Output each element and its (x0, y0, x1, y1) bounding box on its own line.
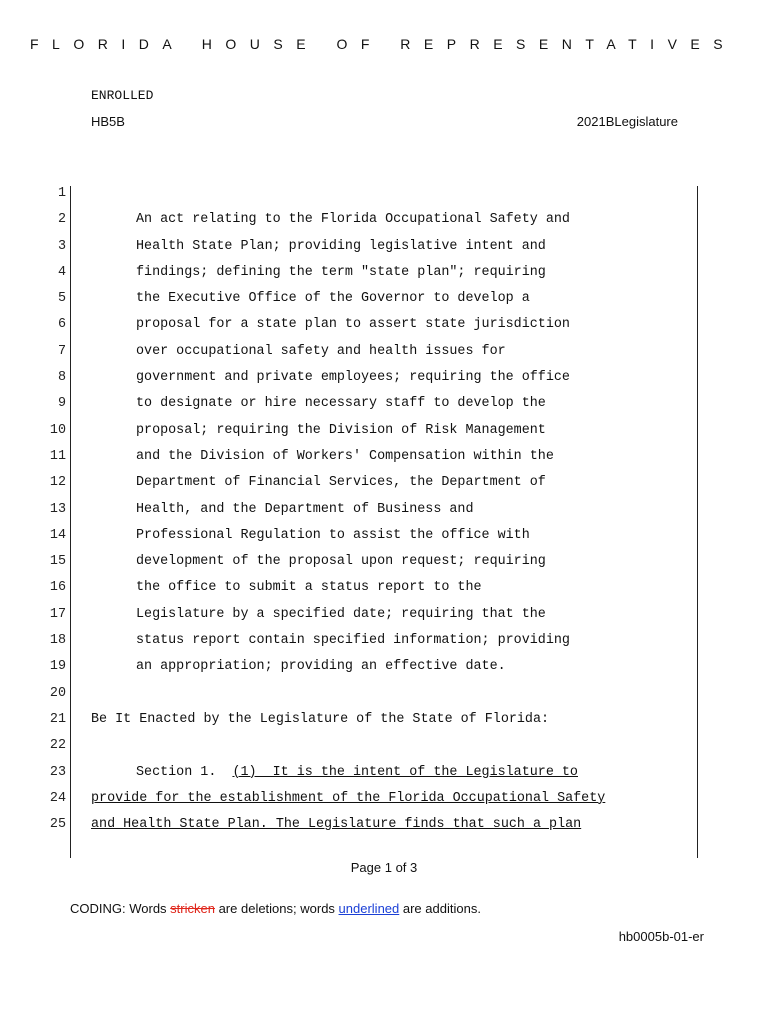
bill-line (20, 470, 720, 496)
line-plain-text: government and private employees; requiring the office (136, 370, 570, 386)
session-label: 2021BLegislature (576, 114, 678, 129)
line-number: 6 (57, 317, 66, 333)
chamber-header: FLORIDA HOUSE OF REPRESENTATIVES (30, 36, 737, 52)
line-plain-text: findings; defining the term "state plan"; requiring (136, 264, 546, 280)
line-number: 5 (57, 291, 66, 307)
bill-line (20, 444, 720, 470)
coding-legend (70, 901, 481, 916)
line-text (136, 391, 546, 417)
coding-mid: are deletions; words (214, 901, 339, 916)
line-plain-text: to designate or hire necessary staff to develop the (136, 396, 546, 412)
line-plain-text: and the Division of Workers' Compensation within the (136, 448, 554, 464)
bill-line (20, 418, 720, 444)
line-number: 9 (57, 396, 66, 412)
line-plain-text: Legislature by a specified date; requiring that the (136, 606, 546, 622)
bill-number: HB5B (91, 114, 125, 129)
line-added-text: provide for the establishment of the Florida Occupational Safety (91, 790, 606, 806)
line-number: 16 (49, 580, 66, 596)
line-plain-text: Professional Regulation to assist the office with (136, 527, 530, 543)
line-added-text: and Health State Plan. The Legislature finds that such a plan (91, 817, 582, 833)
line-number: 19 (49, 659, 66, 675)
line-plain-text: the office to submit a status report to the (136, 580, 482, 596)
bill-line (20, 391, 720, 417)
line-added-text: (1) It is the intent of the Legislature to (232, 764, 578, 780)
coding-stricken: stricken (170, 901, 215, 916)
line-plain-text: An act relating to the Florida Occupational Safety and (136, 212, 570, 228)
line-plain-text: the Executive Office of the Governor to develop a (136, 291, 530, 307)
page-number: Page 1 of 3 (350, 860, 418, 875)
line-text (136, 207, 570, 233)
line-text (136, 444, 554, 470)
line-number: 2 (57, 212, 66, 228)
bill-line (20, 365, 720, 391)
line-number: 14 (49, 527, 66, 543)
line-plain-text: Section 1. (136, 764, 233, 780)
line-text (91, 786, 605, 812)
line-plain-text: proposal; requiring the Division of Risk Management (136, 422, 546, 438)
bill-line (20, 549, 720, 575)
line-text (136, 760, 578, 786)
bill-line (20, 339, 720, 365)
coding-underlined: underlined (338, 901, 400, 916)
bill-line (20, 681, 720, 707)
line-text (136, 654, 506, 680)
line-number: 8 (57, 370, 66, 386)
line-plain-text: over occupational safety and health issues for (136, 343, 506, 359)
line-number: 11 (49, 448, 66, 464)
line-text (136, 602, 546, 628)
line-plain-text: status report contain specified information; providing (136, 633, 570, 649)
line-number: 20 (49, 685, 66, 701)
line-text (136, 549, 546, 575)
line-number: 21 (49, 711, 66, 727)
coding-suffix: are additions. (399, 901, 481, 916)
line-text (136, 418, 546, 444)
bill-line (20, 207, 720, 233)
line-text (136, 628, 570, 654)
line-number: 24 (49, 790, 66, 806)
enrolled-status: ENROLLED (91, 88, 154, 103)
bill-line (20, 497, 720, 523)
line-number: 3 (57, 238, 66, 254)
line-number: 7 (57, 343, 66, 359)
bill-line (20, 575, 720, 601)
line-text (136, 523, 530, 549)
line-plain-text: development of the proposal upon request; requiring (136, 554, 546, 570)
bill-line (20, 760, 720, 786)
line-number: 22 (49, 738, 66, 754)
bill-line (20, 181, 720, 207)
bill-text-lines (20, 181, 720, 838)
line-number: 15 (49, 554, 66, 570)
bill-line (20, 786, 720, 812)
bill-line (20, 707, 720, 733)
bill-line (20, 654, 720, 680)
bill-line (20, 523, 720, 549)
line-plain-text: an appropriation; providing an effective date. (136, 659, 506, 675)
line-plain-text: proposal for a state plan to assert state jurisdiction (136, 317, 570, 333)
bill-line (20, 812, 720, 838)
line-plain-text: Be It Enacted by the Legislature of the State of Florida: (91, 711, 550, 727)
line-number: 10 (49, 422, 66, 438)
line-text (136, 497, 474, 523)
line-number: 17 (49, 606, 66, 622)
line-text (136, 312, 570, 338)
bill-line (20, 234, 720, 260)
line-plain-text: Health, and the Department of Business and (136, 501, 474, 517)
line-text (136, 286, 530, 312)
document-id: hb0005b-01-er (618, 929, 704, 944)
bill-line (20, 733, 720, 759)
line-number: 18 (49, 633, 66, 649)
line-text (136, 234, 546, 260)
bill-line (20, 628, 720, 654)
line-number: 12 (49, 475, 66, 491)
bill-line (20, 312, 720, 338)
coding-prefix: CODING: Words (70, 901, 171, 916)
line-text (136, 260, 546, 286)
line-number: 25 (49, 817, 66, 833)
line-number: 13 (49, 501, 66, 517)
line-text (136, 339, 506, 365)
line-plain-text: Health State Plan; providing legislative intent and (136, 238, 546, 254)
line-text (136, 365, 570, 391)
bill-line (20, 260, 720, 286)
line-text (136, 470, 546, 496)
bill-line (20, 286, 720, 312)
line-number: 23 (49, 764, 66, 780)
line-number: 4 (57, 264, 66, 280)
line-text (91, 812, 581, 838)
line-text (91, 707, 549, 733)
line-text (136, 575, 482, 601)
bill-line (20, 602, 720, 628)
line-number: 1 (57, 186, 66, 201)
line-plain-text: Department of Financial Services, the Department of (136, 475, 546, 491)
